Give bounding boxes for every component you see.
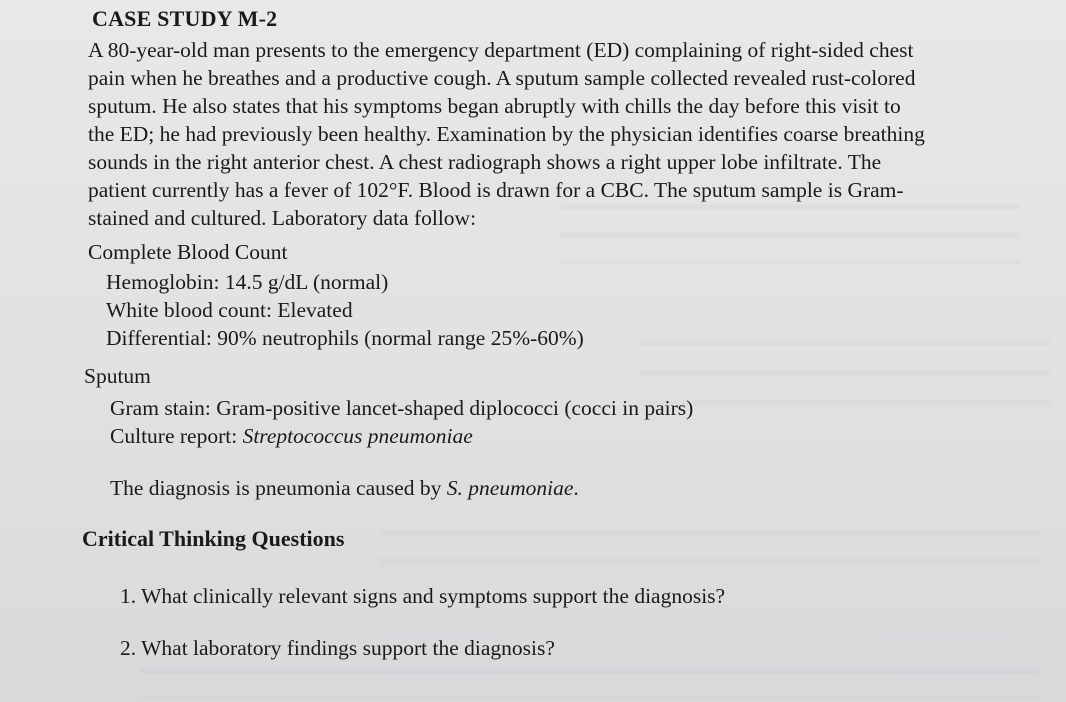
case-line: sounds in the right anterior chest. A chest radiograph shows a right upper lobe infiltrate. The [88,150,882,174]
questions-heading: Critical Thinking Questions [82,526,345,551]
case-line: pain when he breathes and a productive cough. A sputum sample collected revealed rust-colored [88,66,916,90]
gram-stain-result: Gram stain: Gram-positive lancet-shaped diplococci (cocci in pairs) [110,396,694,420]
hemoglobin-result: Hemoglobin: 14.5 g/dL (normal) [106,270,389,294]
case-line: sputum. He also states that his symptoms began abruptly with chills the day before this visit to [88,94,901,118]
culture-result [110,422,693,450]
diagnosis-suffix: . [573,476,579,500]
diagnosis-statement [110,476,579,501]
case-line: A 80-year-old man presents to the emergency department (ED) complaining of right-sided chest [88,38,914,62]
case-line: stained and cultured. Laboratory data follow: [88,206,477,230]
question-item: 2. What laboratory findings support the diagnosis? [120,636,555,660]
case-line: the ED; he had previously been healthy. Examination by the physician identifies coarse breathing [88,122,925,146]
case-title: CASE STUDY M-2 [92,6,278,31]
case-description [88,36,1058,232]
diagnosis-prefix: The diagnosis is pneumonia caused by [110,476,447,500]
diagnosis-organism: S. pneumoniae [446,476,574,500]
sputum-heading: Sputum [84,364,151,388]
wbc-result: White blood count: Elevated [106,298,353,322]
differential-result: Differential: 90% neutrophils (normal range 25%-60%) [106,326,584,350]
case-line: patient currently has a fever of 102°F. Blood is drawn for a CBC. The sputum sample is Gram- [88,178,904,202]
cbc-heading: Complete Blood Count [88,240,288,264]
culture-label: Culture report: [110,424,243,448]
culture-organism: Streptococcus pneumoniae [242,424,473,448]
question-item: 1. What clinically relevant signs and symptoms support the diagnosis? [120,584,726,608]
sputum-results [110,394,693,450]
cbc-results [106,268,584,352]
